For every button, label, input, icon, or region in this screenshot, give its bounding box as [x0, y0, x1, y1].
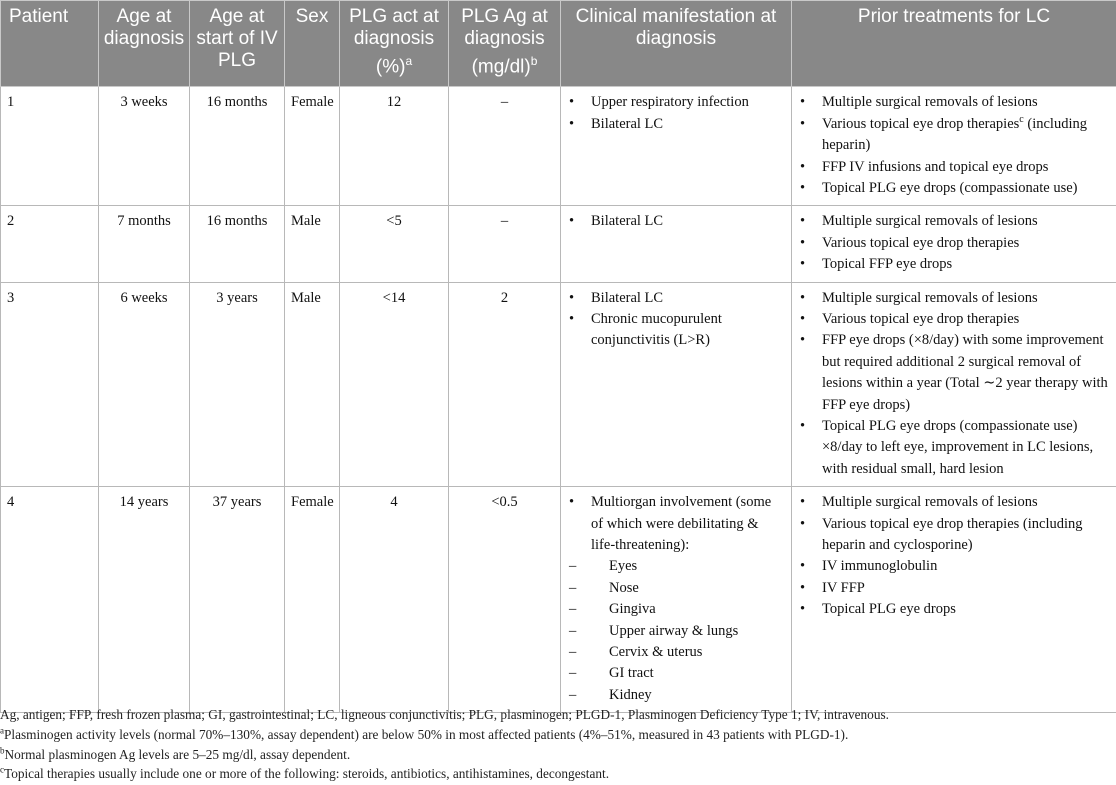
footnote-text: Topical therapies usually include one or more of the following: steroids, antibiotics, antihistamines, decongestant.: [4, 766, 610, 782]
header-patient: Patient: [1, 1, 99, 87]
cell-prior-treatments: [792, 282, 1116, 487]
table-row: [1, 282, 1116, 487]
cell-sex: Male: [285, 282, 340, 487]
cell-plg-activity: <14: [340, 282, 449, 487]
list-item: • Bilateral LC: [567, 288, 785, 309]
footnote-marker: b: [0, 745, 5, 756]
organ-list: [567, 556, 785, 706]
footnote-b: [0, 745, 1110, 765]
cell-age-diagnosis: 7 months: [99, 206, 190, 282]
list-item: • Various topical eye drop therapies: [798, 309, 1110, 330]
footnote-text: Plasminogen activity levels (normal 70%–130%, assay dependent) are below 50% in most affected patients (4%–51%, measured in 43 patients with PLGD-1).: [4, 726, 849, 742]
list-item: • Topical FFP eye drops: [798, 254, 1110, 275]
list-item: [798, 114, 1110, 157]
list-item: • FFP IV infusions and topical eye drops: [798, 157, 1110, 178]
table-row: [1, 487, 1116, 713]
header-plg-activity: [340, 1, 449, 87]
footnote-a: [0, 725, 1110, 745]
cell-sex: Female: [285, 87, 340, 206]
cell-age-diagnosis: 6 weeks: [99, 282, 190, 487]
cell-age-diagnosis: 3 weeks: [99, 87, 190, 206]
footnote-marker: a: [405, 54, 413, 68]
cell-age-iv-plg: 37 years: [190, 487, 285, 713]
table-row: [1, 206, 1116, 282]
list-item: • FFP eye drops (×8/day) with some improvement but required additional 2 surgical removal of lesions within a year (Total ∼2 year therapy with FFP eye drops): [798, 330, 1110, 416]
cell-plg-activity: 12: [340, 87, 449, 206]
cell-plg-antigen: –: [449, 87, 561, 206]
list-item: • Topical PLG eye drops (compassionate use) ×8/day to left eye, improvement in LC lesions, with residual small, hard lesion: [798, 416, 1110, 480]
cell-prior-treatments: [792, 87, 1116, 206]
cell-clinical: [561, 206, 792, 282]
table-row: [1, 87, 1116, 206]
table-footnotes: [0, 705, 1110, 784]
cell-prior-treatments: [792, 487, 1116, 713]
cell-clinical: [561, 282, 792, 487]
list-item: – Eyes: [567, 556, 785, 577]
cell-sex: Female: [285, 487, 340, 713]
cell-sex: Male: [285, 206, 340, 282]
list-item: • Various topical eye drop therapies: [798, 233, 1110, 254]
footnote-abbreviations: Ag, antigen; FFP, fresh frozen plasma; GI, gastrointestinal; LC, ligneous conjunctivitis; PLG, plasminogen; PLGD-1, Plasminogen Deficiency Type 1; IV, intravenous.: [0, 707, 889, 722]
footnote-marker: b: [530, 54, 538, 68]
footnote-marker: c: [1019, 113, 1024, 125]
header-plg-activity-label: PLG act at diagnosis (%): [349, 6, 439, 78]
list-item: • IV immunoglobulin: [798, 556, 1110, 577]
cell-age-iv-plg: 16 months: [190, 87, 285, 206]
list-item: • Topical PLG eye drops (compassionate use): [798, 178, 1110, 199]
list-item: – Gingiva: [567, 599, 785, 620]
cell-age-iv-plg: 3 years: [190, 282, 285, 487]
cell-patient: 3: [1, 282, 99, 487]
cell-patient: 1: [1, 87, 99, 206]
cell-plg-antigen: 2: [449, 282, 561, 487]
list-item: • Topical PLG eye drops: [798, 599, 1110, 620]
header-sex: Sex: [285, 1, 340, 87]
list-item: • Multiple surgical removals of lesions: [798, 92, 1110, 113]
list-item: • Bilateral LC: [567, 114, 785, 135]
header-plg-antigen: [449, 1, 561, 87]
list-item: – Kidney: [567, 685, 785, 706]
cell-clinical: [561, 87, 792, 206]
cell-patient: 4: [1, 487, 99, 713]
list-item: • Multiple surgical removals of lesions: [798, 492, 1110, 513]
header-age-diagnosis: Age at diagnosis: [99, 1, 190, 87]
list-item: • Multiorgan involvement (some of which were debilitating & life-threatening):: [567, 492, 785, 556]
footnote-text: Normal plasminogen Ag levels are 5–25 mg/dl, assay dependent.: [4, 746, 351, 762]
list-item: • Various topical eye drop therapies (including heparin and cyclosporine): [798, 514, 1110, 557]
header-prior-treatments: Prior treatments for LC: [792, 1, 1116, 87]
footnote-marker: a: [0, 725, 4, 736]
cell-plg-activity: <5: [340, 206, 449, 282]
header-clinical: Clinical manifestation at diagnosis: [561, 1, 792, 87]
list-item-text: Various topical eye drop therapies: [822, 115, 1020, 132]
list-item: • Multiple surgical removals of lesions: [798, 211, 1110, 232]
footnote-c: [0, 764, 1110, 784]
cell-plg-activity: 4: [340, 487, 449, 713]
cell-plg-antigen: –: [449, 206, 561, 282]
list-item: – GI tract: [567, 663, 785, 684]
list-item: – Upper airway & lungs: [567, 621, 785, 642]
list-item: • Chronic mucopurulent conjunctivitis (L>R): [567, 309, 785, 352]
cell-prior-treatments: [792, 206, 1116, 282]
list-item: • Bilateral LC: [567, 211, 785, 232]
cell-patient: 2: [1, 206, 99, 282]
cell-age-iv-plg: 16 months: [190, 206, 285, 282]
list-item: • Multiple surgical removals of lesions: [798, 288, 1110, 309]
header-age-iv-plg: Age at start of IV PLG: [190, 1, 285, 87]
list-item: • IV FFP: [798, 578, 1110, 599]
list-item: – Nose: [567, 578, 785, 599]
list-item: – Cervix & uterus: [567, 642, 785, 663]
list-item-text: (including heparin): [822, 115, 1087, 154]
header-row: [1, 1, 1116, 87]
cell-plg-antigen: <0.5: [449, 487, 561, 713]
cell-age-diagnosis: 14 years: [99, 487, 190, 713]
cell-clinical: [561, 487, 792, 713]
footnote-marker: c: [0, 764, 4, 775]
list-item: • Upper respiratory infection: [567, 92, 785, 113]
header-plg-antigen-label: PLG Ag at diagnosis (mg/dl): [461, 6, 548, 78]
